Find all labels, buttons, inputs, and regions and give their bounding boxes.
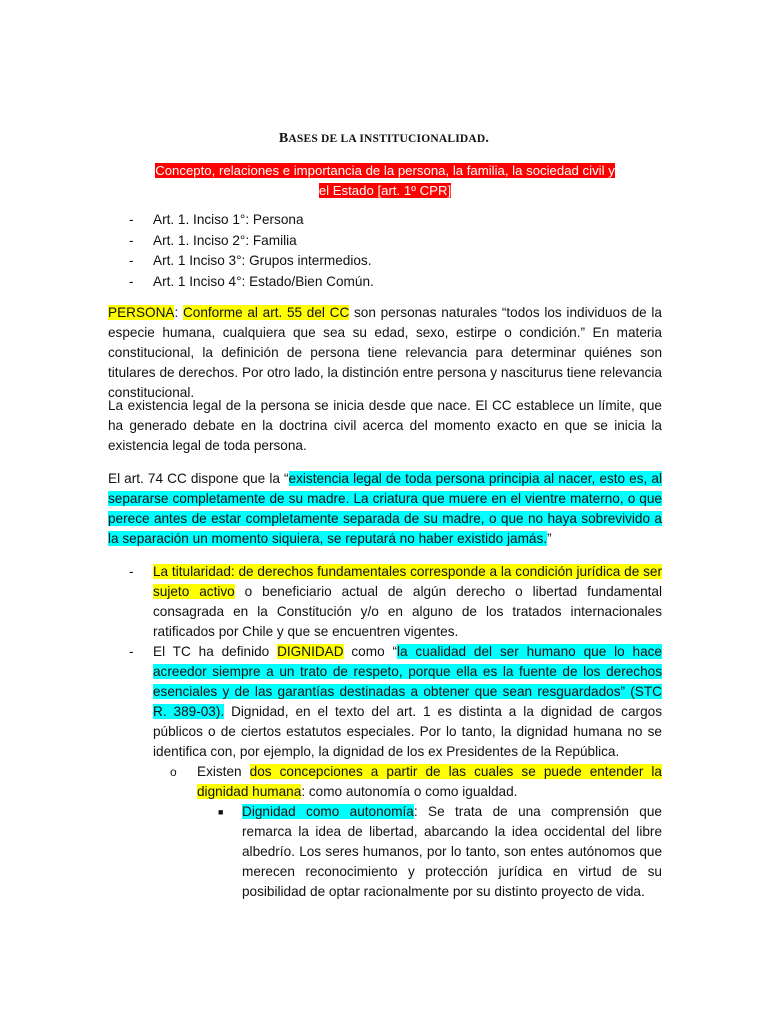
title-period: . xyxy=(485,131,490,146)
concepciones-text: : como autonomía o como igualdad. xyxy=(301,784,518,799)
paragraph-existencia: La existencia legal de la persona se inicia desde que nace. El CC establece un límite, que ha generado debate en la doctrina civil acerca del momento exacto en que se inicia la existencia legal de toda persona. xyxy=(108,398,662,453)
subbullet-concepciones xyxy=(108,762,662,802)
bullet-titularidad xyxy=(108,562,662,642)
art74-pre: El art. 74 CC dispone que la “ xyxy=(108,471,289,486)
subtitle-highlight: Concepto, relaciones e importancia de la persona, la familia, la sociedad civil y el Estado [art. 1º CPR] xyxy=(155,163,615,198)
list-item: - Art. 1. Inciso 1°: Persona xyxy=(108,210,628,231)
list-item: - Art. 1 Inciso 4°: Estado/Bien Común. xyxy=(108,272,628,293)
circle-marker: o xyxy=(170,765,177,779)
persona-highlight: Conforme al art. 55 del CC xyxy=(182,305,350,320)
autonomia-highlight: Dignidad como autonomía xyxy=(242,804,414,819)
title-initial: B xyxy=(278,131,289,146)
dignidad-text: Dignidad, en el texto del art. 1 es distinta a la dignidad de cargos públicos o de ciertos estatutos especiales. Por lo tanto, la dignidad humana no se identifica con, por ejemplo, la dignidad de los ex Presidentes de la República. xyxy=(153,704,662,759)
dignidad-word: DIGNIDAD xyxy=(277,644,344,659)
article-list xyxy=(108,210,628,292)
dash-marker: - xyxy=(129,564,134,579)
square-marker: ■ xyxy=(218,807,224,817)
list-item: - Art. 1. Inciso 2°: Familia xyxy=(108,231,628,252)
concepciones-highlight: dos concepciones a partir de las cuales se puede entender la dignidad humana xyxy=(197,764,662,799)
dignidad-quote: la cualidad del ser humano que lo hace acreedor siempre a un trato de respeto, porque ella es la fuente de los derechos esenciales y de las garantías destinadas a obtener que sean resguardados” (STC R. 389-03). xyxy=(153,644,662,719)
concepciones-pre: Existen xyxy=(197,764,250,779)
dignidad-pre: El TC ha definido xyxy=(153,644,278,659)
paragraph-art74 xyxy=(108,469,662,549)
title-smallcaps: ASES DE LA INSTITUCIONALIDAD xyxy=(288,133,486,145)
persona-text: son personas naturales “todos los individuos de la especie humana, cualquiera que sea su edad, sexo, estirpe o condición.” En materia constitucional, la definición de persona tiene relevancia para determinar quiénes son titulares de derechos. Por otro lado, la distinción entre persona y nasciturus tiene relevancia constitucional. xyxy=(108,305,662,400)
dignidad-mid: como “ xyxy=(343,644,397,659)
dash-marker: - xyxy=(129,644,134,659)
subsubbullet-autonomia xyxy=(108,802,662,902)
persona-label: PERSONA xyxy=(108,305,175,320)
section-subtitle xyxy=(150,161,620,201)
bullet-section xyxy=(108,562,662,902)
list-item: - Art. 1 Inciso 3°: Grupos intermedios. xyxy=(108,251,628,272)
bullet-dignidad xyxy=(108,642,662,762)
art74-quote: existencia legal de toda persona principia al nacer, esto es, al separarse completamente de su madre. La criatura que muere en el vientre materno, o que perece antes de estar completamente separada de su madre, o que no haya sobrevivido a la separación un momento siquiera, se reputará no haber existido jamás. xyxy=(108,471,662,546)
persona-colon: : xyxy=(174,305,183,320)
paragraph-persona xyxy=(108,303,662,403)
art74-post: ” xyxy=(547,531,552,546)
titularidad-text: o beneficiario actual de algún derecho o libertad fundamental consagrada en la Constitución y/o en alguno de los tratados internacionales ratificados por Chile y que se encuentren vigentes. xyxy=(153,584,662,639)
page-title xyxy=(0,129,768,149)
autonomia-text: : Se trata de una comprensión que remarca la idea de libertad, abarcando la idea occidental del libre albedrío. Los seres humanos, por lo tanto, son entes autónomos que merecen reconocimiento y protección jurídica en virtud de su posibilidad de optar racionalmente por su distinto proyecto de vida. xyxy=(242,804,662,899)
titularidad-highlight: La titularidad: de derechos fundamentales corresponde a la condición jurídica de ser sujeto activo xyxy=(153,564,662,599)
